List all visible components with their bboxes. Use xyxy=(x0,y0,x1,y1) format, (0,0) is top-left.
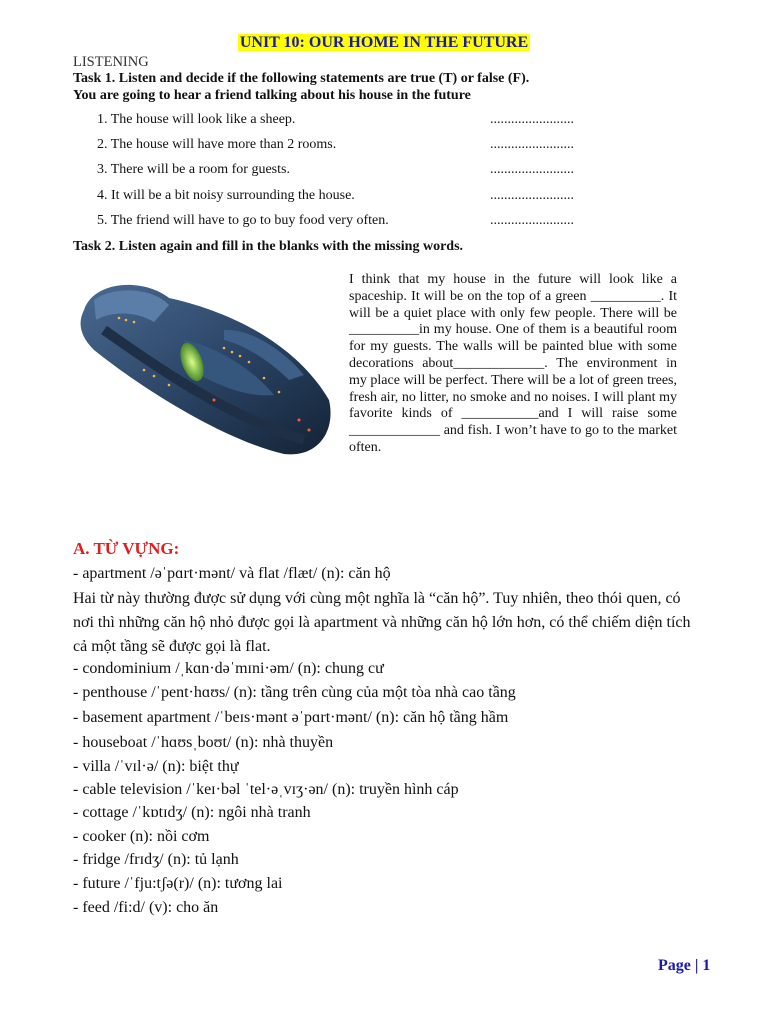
vocab-note-paragraph: Hai từ này thường được sử dụng với cùng một nghĩa là “căn hộ”. Tuy nhiên, theo thói quen, có nơi thì những căn hộ nhỏ được gọi là apartment và những căn hộ lớn hơn, có thể chiếm diện tích cả một tầng sẽ được gọi là flat. xyxy=(73,590,691,656)
statement-5: 5. The friend will have to go to buy food very often. xyxy=(97,213,389,228)
page-title: UNIT 10: OUR HOME IN THE FUTURE xyxy=(239,34,529,51)
statement-1: 1. The house will look like a sheep. xyxy=(97,112,296,127)
answer-blank-4: ........................ xyxy=(490,188,574,203)
page-number: Page | 1 xyxy=(658,957,711,974)
answer-blank-3: ........................ xyxy=(490,162,574,177)
vocab-item: - villa /ˈvɪl·ə/ (n): biệt thự xyxy=(73,758,239,775)
statement-3: 3. There will be a room for guests. xyxy=(97,162,290,177)
answer-blank-5: ........................ xyxy=(490,213,574,228)
vocab-item: - basement apartment /ˈbeɪs·mənt əˈpɑrt·mənt/ (n): căn hộ tầng hầm xyxy=(73,709,509,726)
task2-instruction: Task 2. Listen again and fill in the blanks with the missing words. xyxy=(73,239,464,254)
vocab-heading: A. TỪ VỰNG: xyxy=(73,539,180,558)
task1-context: You are going to hear a friend talking about his house in the future xyxy=(73,88,471,103)
vocab-item: - cable television /ˈkeɪ·bəl ˈtel·əˌvɪʒ·ən/ (n): truyền hình cáp xyxy=(73,781,459,798)
title-wrapper xyxy=(0,34,768,52)
vocab-item: - cooker (n): nồi cơm xyxy=(73,828,210,845)
vocab-item-apartment: - apartment /əˈpɑrt·mənt/ và flat /flæt/ (n): căn hộ xyxy=(73,565,391,582)
answer-blank-2: ........................ xyxy=(490,137,574,152)
fill-in-passage: I think that my house in the future will look like a spaceship. It will be on the top of a green __________. It will be a quiet place with only few people. There will be __________in my house. One of them is a beautiful room for my guests. The walls will be painted blue with some decorations about_____________. The environment in my place will be perfect. There will be a lot of green trees, fresh air, no litter, no smoke and no noises. I will plant my favorite kinds of ___________and I will raise some _____________ and fish. I won’t have to go to the market often. xyxy=(349,272,677,455)
vocab-item: - penthouse /ˈpent·hɑʊs/ (n): tầng trên cùng của một tòa nhà cao tầng xyxy=(73,684,516,701)
vocab-item: - houseboat /ˈhɑʊsˌboʊt/ (n): nhà thuyền xyxy=(73,734,334,751)
answer-blank-1: ........................ xyxy=(490,112,574,127)
spaceship-illustration xyxy=(74,270,336,466)
vocab-item: - fridge /frɪdʒ/ (n): tủ lạnh xyxy=(73,851,239,868)
task1-instruction: Task 1. Listen and decide if the following statements are true (T) or false (F). xyxy=(73,71,530,86)
section-label-listening: LISTENING xyxy=(73,54,149,70)
statement-4: 4. It will be a bit noisy surrounding the house. xyxy=(97,188,355,203)
statement-2: 2. The house will have more than 2 rooms. xyxy=(97,137,337,152)
vocab-item: - future /ˈfju:tʃə(r)/ (n): tương lai xyxy=(73,875,283,892)
vocab-item: - condominium /ˌkɑn·dəˈmɪni·əm/ (n): chung cư xyxy=(73,660,384,677)
vocab-item: - cottage /ˈkɒtɪdʒ/ (n): ngôi nhà tranh xyxy=(73,804,311,821)
vocab-item: - feed /fi:d/ (v): cho ăn xyxy=(73,899,219,916)
